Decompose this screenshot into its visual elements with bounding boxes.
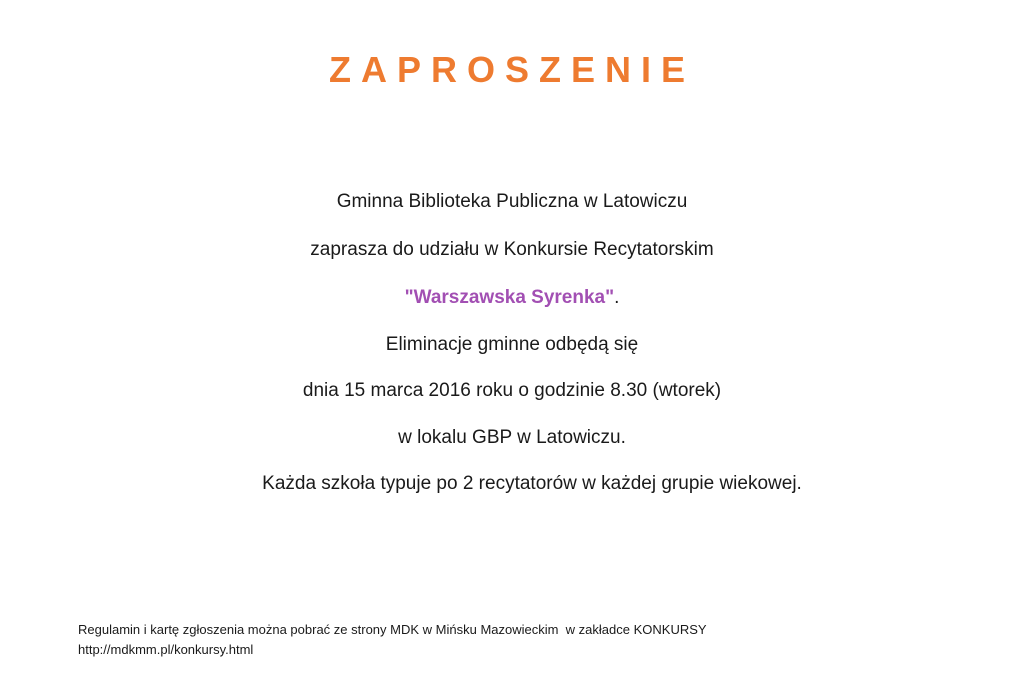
eliminations-line: Eliminacje gminne odbędą się bbox=[385, 334, 639, 355]
footer bbox=[78, 620, 707, 660]
school-rule-line: Każda szkoła typuje po 2 recytatorów w każdej grupie wiekowej. bbox=[262, 473, 802, 494]
footer-info: Regulamin i kartę zgłoszenia można pobrać ze strony MDK w Mińsku Mazowieckim w zakładce KONKURSY bbox=[78, 622, 707, 637]
contest-name: "Warszawska Syrenka" bbox=[404, 287, 615, 308]
organizer-line: Gminna Biblioteka Publiczna w Latowiczu bbox=[336, 191, 688, 212]
contest-name-line bbox=[0, 286, 1024, 310]
location-line: w lokalu GBP w Latowiczu. bbox=[398, 427, 626, 448]
date-line: dnia 15 marca 2016 roku o godzinie 8.30 (wtorek) bbox=[302, 380, 722, 401]
contest-name-suffix: . bbox=[614, 287, 620, 308]
invitation-title: ZAPROSZENIE bbox=[328, 49, 696, 90]
footer-link[interactable]: http://mdkmm.pl/konkursy.html bbox=[78, 642, 254, 657]
invitation-line: zaprasza do udziału w Konkursie Recytatorskim bbox=[310, 239, 714, 260]
